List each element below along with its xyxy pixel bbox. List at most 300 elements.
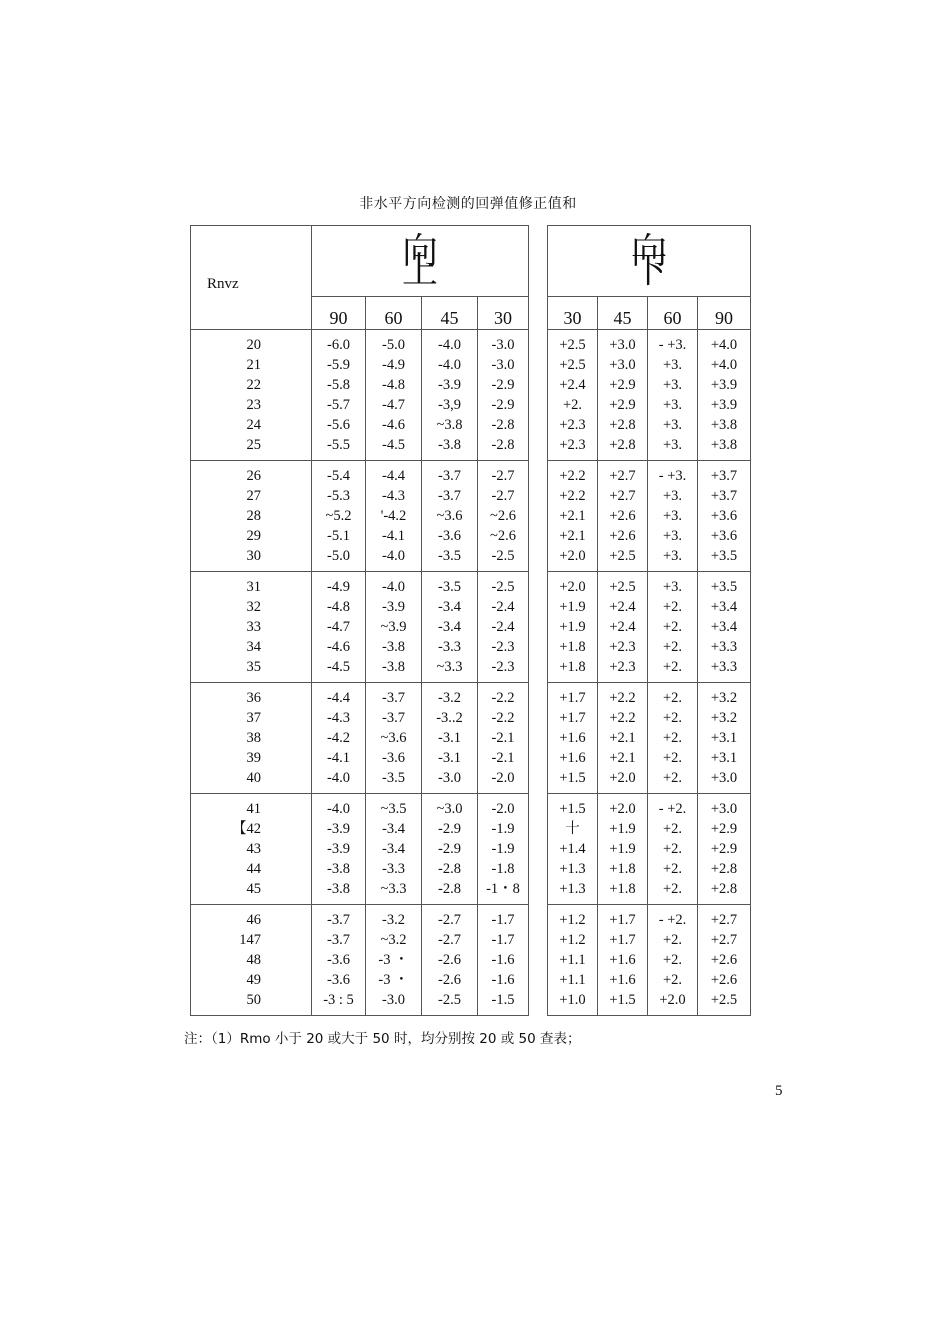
rebound-values-cell — [191, 461, 312, 572]
correction-value: -2.8 — [438, 861, 461, 877]
correction-values-cell — [598, 330, 648, 461]
spacer-cell — [529, 330, 548, 461]
correction-values-cell — [598, 905, 648, 1016]
correction-value: -5.9 — [327, 357, 350, 373]
correction-value: +2.3 — [609, 639, 636, 655]
correction-value: +3.2 — [710, 710, 738, 726]
rebound-value: 28 — [246, 508, 261, 524]
correction-value: -5.1 — [327, 528, 350, 544]
correction-value: -4.0 — [327, 770, 350, 786]
correction-values-cell — [478, 572, 529, 683]
rebound-value: 31 — [246, 579, 261, 595]
correction-value: -3.3 — [382, 861, 405, 877]
correction-values-cell — [422, 794, 478, 905]
rebound-values-cell — [191, 572, 312, 683]
correction-values-cell — [698, 572, 751, 683]
direction-down-header: 向 下 — [548, 226, 751, 297]
table-row-group — [191, 572, 751, 683]
correction-value: ~2.6 — [490, 528, 516, 544]
correction-value: -2.5 — [491, 548, 515, 564]
correction-value: -3 : 5 — [323, 992, 354, 1008]
correction-value: - +2. — [658, 912, 687, 928]
correction-value: +2.6 — [710, 972, 738, 988]
correction-value: +3.3 — [710, 639, 738, 655]
correction-value: -2.6 — [438, 972, 461, 988]
correction-value: -3.6 — [438, 528, 461, 544]
correction-value: +3.2 — [710, 690, 738, 706]
correction-value: -4.3 — [382, 488, 405, 504]
correction-value: +3.9 — [710, 397, 738, 413]
correction-value: -5.3 — [327, 488, 350, 504]
correction-value: -4.7 — [382, 397, 405, 413]
table-row-group — [191, 461, 751, 572]
correction-value: +2.5 — [710, 992, 738, 1008]
correction-values-cell — [598, 572, 648, 683]
correction-value: +2. — [662, 710, 683, 726]
correction-value: -4.1 — [382, 528, 405, 544]
correction-value: -2.7 — [491, 468, 515, 484]
correction-values-cell — [698, 330, 751, 461]
correction-value: -3.0 — [491, 357, 515, 373]
correction-values-cell — [598, 461, 648, 572]
correction-value: +1.9 — [559, 619, 586, 635]
correction-value: +1.9 — [609, 821, 636, 837]
correction-values-cell — [648, 905, 698, 1016]
correction-values-cell — [366, 330, 422, 461]
correction-value: +2.8 — [710, 861, 738, 877]
correction-value: -3.6 — [327, 952, 350, 968]
correction-values-cell — [548, 330, 598, 461]
correction-value: +4.0 — [710, 337, 738, 353]
angle-header: 45 — [598, 297, 648, 330]
correction-value: -4.7 — [327, 619, 350, 635]
correction-value: -3.8 — [382, 659, 405, 675]
correction-value: -1.8 — [491, 861, 515, 877]
rebound-value: 29 — [246, 528, 261, 544]
correction-value: +2. — [662, 619, 683, 635]
correction-values-cell — [548, 794, 598, 905]
correction-value: +3. — [662, 437, 683, 453]
row-label-header: Rnvz — [191, 226, 312, 330]
correction-value: -5.0 — [382, 337, 405, 353]
correction-values-cell — [312, 572, 366, 683]
correction-value: +2. — [662, 770, 683, 786]
correction-value: +2.4 — [559, 377, 586, 393]
correction-value: -4.5 — [327, 659, 350, 675]
correction-value: +2.5 — [559, 337, 586, 353]
correction-value: -3.1 — [438, 730, 461, 746]
correction-value: -1.9 — [491, 841, 515, 857]
spacer-cell — [529, 461, 548, 572]
correction-value: -1・8 — [486, 881, 520, 897]
correction-value: ~3.0 — [436, 801, 463, 817]
correction-value: - +3. — [658, 468, 687, 484]
correction-value: +3.7 — [710, 468, 738, 484]
correction-values-cell — [478, 794, 529, 905]
correction-value: +3.1 — [710, 750, 738, 766]
correction-values-cell — [312, 683, 366, 794]
spacer-cell — [529, 905, 548, 1016]
correction-value: ~5.2 — [325, 508, 352, 524]
correction-value: +2. — [662, 821, 683, 837]
rebound-value: 37 — [246, 710, 261, 726]
correction-value: +1.6 — [609, 972, 636, 988]
correction-value: +2.7 — [710, 932, 738, 948]
angle-header: 30 — [478, 297, 529, 330]
correction-value: +1.3 — [559, 881, 586, 897]
correction-value: -4.0 — [382, 579, 405, 595]
correction-value: +3.5 — [710, 579, 738, 595]
correction-value: +1.2 — [559, 912, 586, 928]
correction-value: -3.8 — [327, 881, 350, 897]
correction-value: +2.1 — [559, 508, 586, 524]
correction-value: -3.7 — [327, 932, 350, 948]
correction-value: -3..2 — [436, 710, 463, 726]
rebound-value: 46 — [246, 912, 261, 928]
correction-value: +1.8 — [609, 861, 636, 877]
correction-value: -5.0 — [327, 548, 350, 564]
correction-value: +3.4 — [710, 599, 738, 615]
correction-value: +3. — [662, 528, 683, 544]
correction-value: +3.0 — [609, 357, 636, 373]
correction-value: -3.8 — [382, 639, 405, 655]
correction-value: -4.6 — [382, 417, 405, 433]
rebound-value: 36 — [246, 690, 261, 706]
correction-value: -4.9 — [327, 579, 350, 595]
correction-value: -3.2 — [382, 912, 405, 928]
correction-value: ~3.8 — [436, 417, 463, 433]
correction-value: +2.7 — [710, 912, 738, 928]
correction-value: +1.8 — [609, 881, 636, 897]
correction-value: +1.8 — [559, 639, 586, 655]
correction-values-cell — [478, 461, 529, 572]
correction-value: -2.3 — [491, 659, 515, 675]
correction-value: +1.6 — [559, 750, 586, 766]
rebound-values-cell — [191, 905, 312, 1016]
correction-value: +2.9 — [710, 841, 738, 857]
correction-values-cell — [598, 683, 648, 794]
correction-value: +1.1 — [559, 972, 586, 988]
rebound-value: 50 — [246, 992, 261, 1008]
correction-value: -4.2 — [327, 730, 350, 746]
rebound-value: 41 — [246, 801, 261, 817]
correction-value: -2.4 — [491, 599, 515, 615]
correction-value: +1.9 — [559, 599, 586, 615]
correction-value: +3.6 — [710, 528, 738, 544]
correction-value: -4.9 — [382, 357, 405, 373]
rebound-value: 【42 — [232, 821, 261, 837]
correction-value: -4.0 — [438, 337, 461, 353]
correction-values-cell — [422, 330, 478, 461]
spacer-cell — [529, 794, 548, 905]
table-row-group — [191, 794, 751, 905]
correction-value: -1.6 — [491, 952, 515, 968]
correction-value: -3.7 — [382, 690, 405, 706]
rebound-value: 39 — [246, 750, 261, 766]
correction-value: -3.9 — [382, 599, 405, 615]
correction-value: +1.7 — [559, 690, 586, 706]
correction-value: +2.5 — [609, 548, 636, 564]
table-row-group — [191, 905, 751, 1016]
correction-value: +3. — [662, 357, 683, 373]
rebound-value: 32 — [246, 599, 261, 615]
correction-value: -1.7 — [491, 932, 515, 948]
correction-value: +2. — [662, 952, 683, 968]
correction-value: -2.2 — [491, 690, 515, 706]
rebound-value: 44 — [246, 861, 261, 877]
correction-value: -5.7 — [327, 397, 350, 413]
correction-value: -2.9 — [438, 841, 461, 857]
footnote: 注：（1）Rmo 小于 20 或大于 50 时，均分别按 20 或 50 查表； — [184, 1031, 581, 1047]
correction-value: -3 ・ — [378, 972, 409, 988]
correction-value: +3.0 — [609, 337, 636, 353]
rebound-value: 24 — [246, 417, 261, 433]
correction-value: +1.7 — [609, 912, 636, 928]
correction-value: +2. — [662, 639, 683, 655]
correction-value: -3.9 — [327, 821, 350, 837]
correction-value: +1.8 — [559, 659, 586, 675]
correction-value: +2.6 — [609, 508, 636, 524]
correction-values-cell — [422, 905, 478, 1016]
correction-value: -3.4 — [382, 821, 405, 837]
rebound-value: 38 — [246, 730, 261, 746]
correction-value: -3.9 — [327, 841, 350, 857]
correction-value: -4.4 — [382, 468, 405, 484]
correction-value: +2.8 — [710, 881, 738, 897]
rebound-values-cell — [191, 683, 312, 794]
correction-value: -3.0 — [382, 992, 405, 1008]
correction-value: -2.3 — [491, 639, 515, 655]
correction-value: -2.8 — [491, 417, 515, 433]
correction-value: +1.5 — [609, 992, 636, 1008]
correction-value: +2. — [662, 881, 683, 897]
correction-values-cell — [312, 794, 366, 905]
correction-value: -3.6 — [327, 972, 350, 988]
correction-value: 十 — [565, 821, 580, 837]
correction-values-cell — [548, 905, 598, 1016]
correction-value: -2.9 — [491, 397, 515, 413]
correction-value: ~3.9 — [380, 619, 407, 635]
correction-value: +1.7 — [609, 932, 636, 948]
correction-value: +1.3 — [559, 861, 586, 877]
correction-value: -3.5 — [438, 579, 461, 595]
rebound-value: 20 — [246, 337, 261, 353]
correction-value: -2.7 — [438, 912, 461, 928]
correction-value: +2. — [662, 841, 683, 857]
correction-values-cell — [648, 683, 698, 794]
correction-value: +2.6 — [710, 952, 738, 968]
correction-value: +2. — [662, 932, 683, 948]
rebound-value: 25 — [246, 437, 261, 453]
rebound-value: 35 — [246, 659, 261, 675]
table-row-group — [191, 683, 751, 794]
correction-value: -1.5 — [491, 992, 515, 1008]
correction-value: +2.0 — [609, 801, 636, 817]
correction-value: ~3.2 — [380, 932, 407, 948]
correction-value: +2.1 — [609, 730, 636, 746]
correction-values-cell — [366, 572, 422, 683]
correction-value: +2.2 — [559, 468, 586, 484]
page-number: 5 — [775, 1083, 783, 1099]
correction-value: -3.5 — [382, 770, 405, 786]
rebound-value: 21 — [246, 357, 261, 373]
correction-value: -3 ・ — [378, 952, 409, 968]
correction-value: -2.9 — [438, 821, 461, 837]
correction-value: +2.9 — [710, 821, 738, 837]
correction-value: -4.0 — [382, 548, 405, 564]
correction-value: +1.1 — [559, 952, 586, 968]
correction-values-cell — [312, 905, 366, 1016]
correction-value: +2.0 — [559, 548, 586, 564]
rebound-value: 26 — [246, 468, 261, 484]
correction-value: +2.0 — [559, 579, 586, 595]
correction-values-cell — [312, 330, 366, 461]
correction-value: -2.4 — [491, 619, 515, 635]
correction-value: +2. — [562, 397, 583, 413]
correction-values-cell — [422, 572, 478, 683]
correction-value: ~3.5 — [380, 801, 407, 817]
correction-values-cell — [648, 330, 698, 461]
correction-value: -1.6 — [491, 972, 515, 988]
correction-value: -3.9 — [438, 377, 461, 393]
correction-value: +2.6 — [609, 528, 636, 544]
correction-value: -6.0 — [327, 337, 350, 353]
spacer-cell — [529, 683, 548, 794]
correction-values-cell — [548, 572, 598, 683]
correction-value: +2.2 — [609, 690, 636, 706]
correction-value: -3.7 — [438, 468, 461, 484]
correction-value: -5.8 — [327, 377, 350, 393]
angle-header: 60 — [366, 297, 422, 330]
correction-value: +3. — [662, 417, 683, 433]
correction-value: ~2.6 — [490, 508, 516, 524]
correction-value: +2.3 — [559, 437, 586, 453]
correction-value: +3.8 — [710, 417, 738, 433]
correction-value: -3.7 — [438, 488, 461, 504]
correction-value: -3.4 — [438, 619, 461, 635]
correction-value: +2.0 — [609, 770, 636, 786]
correction-value: -2.6 — [438, 952, 461, 968]
correction-value: +3.7 — [710, 488, 738, 504]
correction-value: +2. — [662, 730, 683, 746]
correction-value: ~3.3 — [380, 881, 407, 897]
correction-value: +2.5 — [609, 579, 636, 595]
correction-values-cell — [478, 905, 529, 1016]
rebound-value: 22 — [246, 377, 261, 393]
correction-value: -3.8 — [327, 861, 350, 877]
rebound-values-cell — [191, 330, 312, 461]
correction-value: -3,9 — [438, 397, 461, 413]
correction-value: -4.0 — [438, 357, 461, 373]
correction-value: +1.9 — [609, 841, 636, 857]
table-row-group — [191, 330, 751, 461]
rebound-value: 43 — [246, 841, 261, 857]
correction-value: +4.0 — [710, 357, 738, 373]
correction-values-cell — [366, 794, 422, 905]
correction-value: +3. — [662, 508, 683, 524]
correction-value: ~3.6 — [380, 730, 407, 746]
correction-value: +2.2 — [559, 488, 586, 504]
correction-value: +2.0 — [659, 992, 686, 1008]
spacer-column — [529, 226, 548, 330]
correction-value: +2.7 — [609, 468, 636, 484]
angle-header: 45 — [422, 297, 478, 330]
correction-value: +3. — [662, 579, 683, 595]
rebound-value: 34 — [246, 639, 261, 655]
rebound-value: 27 — [246, 488, 261, 504]
correction-values-cell — [366, 683, 422, 794]
correction-values-cell — [698, 794, 751, 905]
correction-values-cell — [478, 683, 529, 794]
angle-header: 90 — [312, 297, 366, 330]
correction-value: -4.3 — [327, 710, 350, 726]
correction-values-cell — [648, 572, 698, 683]
correction-value: +2.1 — [609, 750, 636, 766]
correction-values-cell — [548, 461, 598, 572]
correction-value: +3. — [662, 397, 683, 413]
correction-value: -4.4 — [327, 690, 350, 706]
correction-value: -2.1 — [491, 750, 515, 766]
correction-value: -4.1 — [327, 750, 350, 766]
correction-value: +2.3 — [559, 417, 586, 433]
correction-value: +3.4 — [710, 619, 738, 635]
correction-value: +2.1 — [559, 528, 586, 544]
rebound-value: 33 — [246, 619, 261, 635]
rebound-value: 23 — [246, 397, 261, 413]
correction-value: +3.8 — [710, 437, 738, 453]
angle-header: 90 — [698, 297, 751, 330]
rebound-correction-table — [190, 225, 751, 1016]
correction-values-cell — [648, 461, 698, 572]
correction-value: +2.9 — [609, 397, 636, 413]
rebound-value: 45 — [246, 881, 261, 897]
correction-value: +3.5 — [710, 548, 738, 564]
correction-value: +3.0 — [710, 770, 738, 786]
correction-value: +2.3 — [609, 659, 636, 675]
correction-value: -2.8 — [491, 437, 515, 453]
correction-value: ~3.6 — [436, 508, 463, 524]
correction-value: -3.4 — [438, 599, 461, 615]
correction-value: +2.9 — [609, 377, 636, 393]
correction-value: -3.3 — [438, 639, 461, 655]
rebound-value: 48 — [246, 952, 261, 968]
correction-value: -2.5 — [491, 579, 515, 595]
correction-value: -5.4 — [327, 468, 350, 484]
correction-value: +2.4 — [609, 619, 636, 635]
correction-value: +3.0 — [710, 801, 738, 817]
correction-value: +2.5 — [559, 357, 586, 373]
correction-value: +1.5 — [559, 801, 586, 817]
correction-value: -3.8 — [438, 437, 461, 453]
correction-value: -2.1 — [491, 730, 515, 746]
correction-value: +3.9 — [710, 377, 738, 393]
correction-values-cell — [698, 683, 751, 794]
correction-values-cell — [366, 461, 422, 572]
correction-value: +3. — [662, 488, 683, 504]
correction-value: -1.7 — [491, 912, 515, 928]
correction-value: -4.8 — [327, 599, 350, 615]
table-title: 非水平方向检测的回弹值修正值和 — [359, 196, 577, 212]
correction-value: -3.1 — [438, 750, 461, 766]
rebound-value: 40 — [246, 770, 261, 786]
correction-value: -4.5 — [382, 437, 405, 453]
correction-value: +3. — [662, 377, 683, 393]
correction-value: -3.7 — [327, 912, 350, 928]
correction-values-cell — [548, 683, 598, 794]
correction-values-cell — [598, 794, 648, 905]
correction-value: -2.7 — [491, 488, 515, 504]
correction-value: +2.8 — [609, 417, 636, 433]
